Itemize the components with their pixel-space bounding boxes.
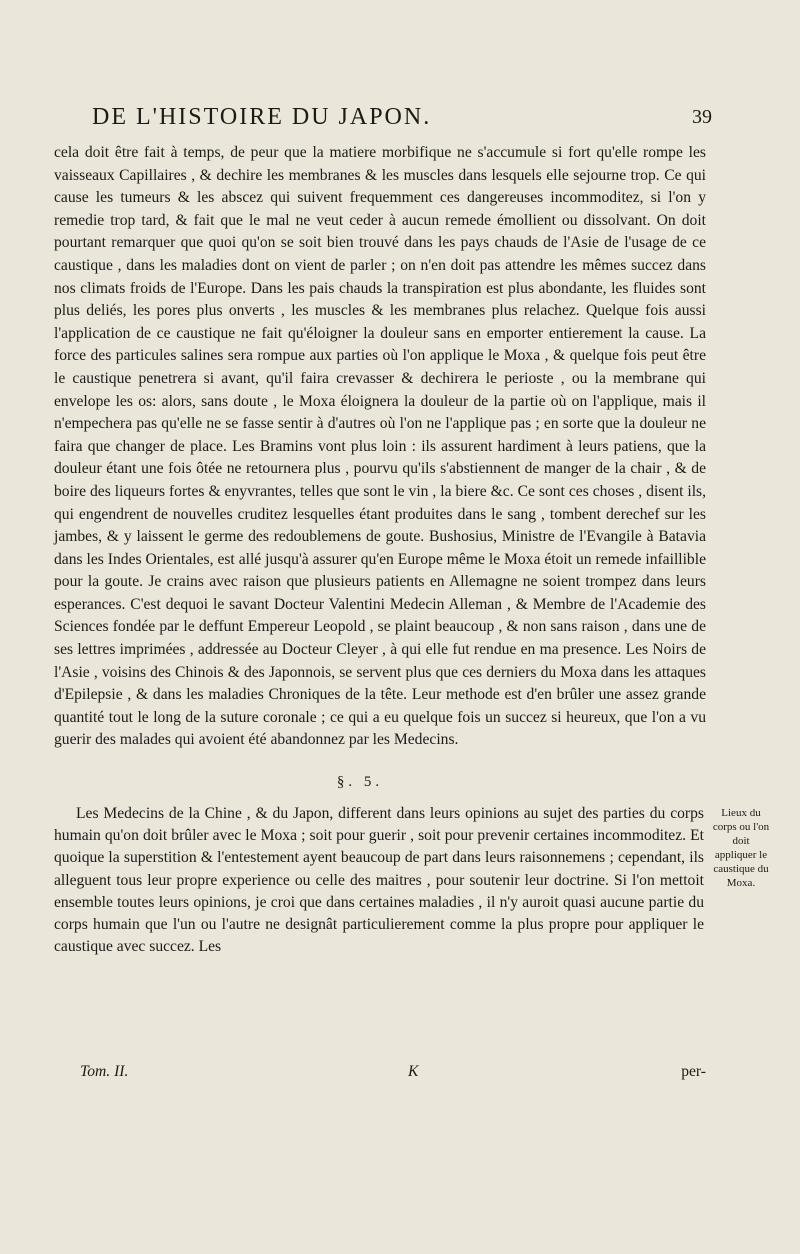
signature-mark: K: [408, 1063, 419, 1080]
paragraph-1: cela doit être fait à temps, de peur que la matiere morbifique ne s'accumule si fort qu'elle rompe les vaisseaux Capillaires , & dechire les membranes & les muscles dans lesquels elle sejourne trop. Ce qui cause les tumeurs & les abscez qui suivent frequemment ces dangereuses incommoditez, si l'on y remedie trop tard, & fait que le mal ne veut ceder à aucun remede émollient ou dissolvant. On doit pourtant remarquer que quoi qu'on se soit bien trouvé dans les pays chauds de l'Asie de l'usage de ce caustique , dans les maladies dont on vient de parler ; on n'en doit pas attendre les mêmes succez dans nos climats froids de l'Europe. Dans les pais chauds la transpiration est plus abondante, les fluides sont plus deliés, les pores plus onverts , les muscles & les membranes plus relachez. Quelque fois aussi l'application de ce caustique ne fait qu'éloigner la douleur sans en emporter entierement la cause. La force des particules salines sera rompue aux parties où l'on applique le Moxa , & quelque fois peut être le caustique penetrera si avant, qu'il faira crevasser & dechirera le perioste , ou la membrane qui envelope les os: alors, sans doute , le Moxa éloignera la douleur de la partie où on l'applique, mais il n'empechera pas qu'elle ne se fasse sentir à d'autres où l'on ne l'applique pas ; en sorte que la douleur ne faira que changer de place. Les Bramins vont plus loin : ils assurent hardiment à leurs patiens, que la douleur étant une fois ôtée ne retournera plus , pourvu qu'ils s'abstiennent de manger de la chair , & de boire des liqueurs fortes & enyvrantes, telles que sont le vin , la biere &c. Ce sont ces choses , disent ils, qui engendrent de nouvelles cruditez lesquelles étant produites dans le sang , tombent derechef sur les jambes, & y laissent le germe des redoublemens de goute. Bushosius, Ministre de l'Evangile à Batavia dans les Indes Orientales, est allé jusqu'à assurer qu'en Europe même le Moxa étoit un remede infaillible pour la goute. Je crains avec raison que plusieurs patients en Allemagne ne soient trompez dans leurs esperances. C'est dequoi le savant Docteur Valentini Medecin Alleman , & Membre de l'Academie des Sciences fondée par le deffunt Empereur Leopold , se plaint beaucoup , & non sans raison , dans une de ses lettres imprimées , addressée au Docteur Cleyer , à qui elle fut rendue en ma presence. Les Noirs de l'Asie , voisins des Chinois & des Japonnois, se servent plus que ces derniers du Moxa dans les attaques d'Epilepsie , & dans les maladies Chroniques de la tête. Leur methode est d'en brûler une assez grande quantité tout le long de la suture coronale ; ce qui a eu quelque fois un succez si heureux, que l'on a vu guerir des malades qui avoient été abandonnez par les Medecins.: [54, 144, 706, 749]
catchword: per-: [681, 1063, 706, 1080]
second-text-block: [54, 803, 704, 958]
volume-label: Tom. II.: [80, 1063, 129, 1080]
page-footer: [80, 1063, 706, 1085]
section-mark: §. 5.: [336, 774, 384, 790]
main-text-block: [54, 142, 706, 752]
running-header: [92, 104, 712, 140]
running-title: DE L'HISTOIRE DU JAPON.: [92, 104, 432, 130]
marginal-note: Lieux du corps ou l'on doit appliquer le caustique du Moxa.: [712, 807, 770, 889]
paragraph-2: Les Medecins de la Chine , & du Japon, different dans leurs opinions au sujet des parties du corps humain qu'on doit brûler avec le Moxa ; soit pour guerir , soit pour prevenir certaines incommoditez. Et quoique la superstition & l'entestement ayent beaucoup de part dans leurs raisonnemens ; cependant, ils alleguent tous leur propre experience ou celle des maitres , pour soutenir leur doctrine. Si l'on mettoit ensemble toutes leurs opinions, je croi que dans certaines maladies , il n'y auroit quasi aucune partie du corps humain que l'un ou l'autre ne designât particulierement comme la plus propre pour appliquer le caustique avec succez. Les: [54, 805, 704, 956]
page-number: 39: [692, 106, 712, 128]
